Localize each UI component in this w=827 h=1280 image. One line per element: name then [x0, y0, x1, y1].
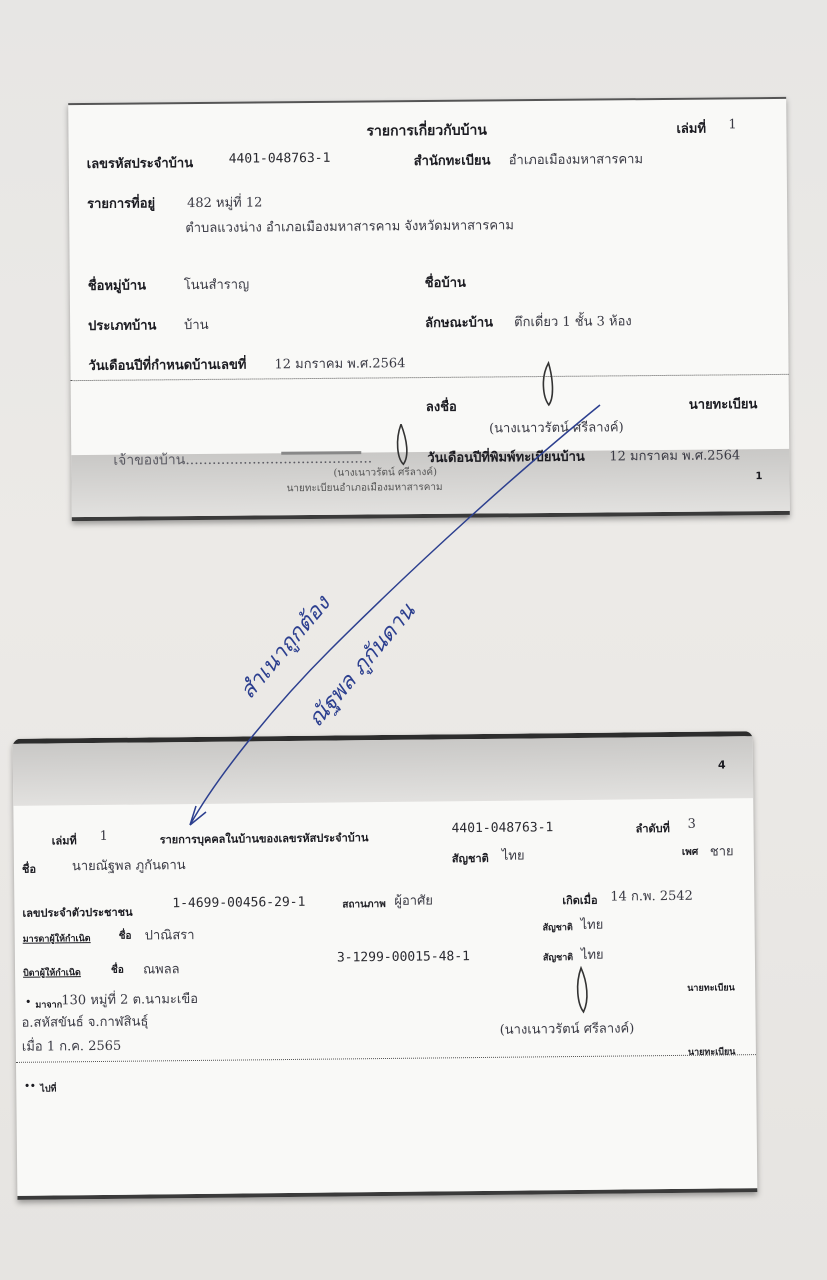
registrar-title: นายทะเบียน: [688, 397, 758, 413]
certification-line1: สำเนาถูกต้อง: [235, 591, 336, 704]
volume-label: เล่มที่: [51, 834, 77, 848]
village-value: โนนสำราญ: [183, 277, 250, 294]
stamp-name: (นางเนาวรัตน์ ศรีลางค์): [333, 466, 438, 479]
house-id-label: เลขรหัสประจำบ้าน: [86, 156, 194, 172]
status-value: ผู้อาศัย: [394, 893, 433, 909]
moved-to-label: ไปที่: [40, 1084, 57, 1095]
assign-date-value: 12 มกราคม พ.ศ.2564: [274, 356, 406, 373]
citizen-id-label: เลขประจำตัวประชาชน: [22, 905, 133, 920]
father-name: ณพลล: [142, 962, 180, 978]
mother-name: ปาณิสรา: [144, 927, 195, 944]
registrar-office-value: อำเภอเมืองมหาสารคาม: [508, 152, 644, 169]
mother-label: มารดาผู้ให้กำเนิด: [22, 934, 91, 945]
birth-value: 14 ก.พ. 2542: [610, 888, 693, 905]
moved-to-marker: ••: [24, 1081, 36, 1092]
registrar-name: (นางเนาวรัตน์ ศรีลางค์): [499, 1021, 635, 1038]
registrar-name: (นางเนาวรัตน์ ศรีลางค์): [488, 420, 624, 437]
name-label: ชื่อ: [21, 862, 37, 876]
house-name-label: ชื่อบ้าน: [424, 275, 466, 292]
house-type-label: ประเภทบ้าน: [88, 318, 157, 334]
moved-from-line3: เมื่อ 1 ก.ค. 2565: [21, 1038, 122, 1055]
nationality-value: ไทย: [501, 848, 525, 864]
print-date-label: วันเดือนปีที่พิมพ์ทะเบียนบ้าน: [427, 449, 585, 467]
moved-from-label: มาจาก: [35, 1000, 63, 1011]
father-label: บิดาผู้ให้กำเนิด: [23, 968, 81, 979]
moved-from-line1: 130 หมู่ที่ 2 ต.นามะเขือ: [61, 991, 199, 1009]
order-value: 3: [687, 816, 696, 832]
page-number: 1: [755, 471, 763, 483]
father-id: 3-1299-00015-48-1: [336, 949, 471, 966]
order-label: ลำดับที่: [635, 822, 670, 836]
sign-label: ลงชื่อ: [425, 399, 457, 416]
address-line1: 482 หมู่ที่ 12: [187, 195, 263, 212]
house-id-value: 4401-048763-1: [228, 150, 331, 167]
birth-label: เกิดเมื่อ: [562, 893, 598, 908]
owner-signature-line: เจ้าของบ้าน..........................................: [113, 450, 373, 469]
status-label: สถานภาพ: [342, 898, 386, 911]
house-style-label: ลักษณะบ้าน: [425, 315, 494, 332]
address-line2: ตำบลแวงน่าง อำเภอเมืองมหาสารคาม จังหวัดมหาสารคาม: [185, 218, 514, 237]
sex-value: ชาย: [709, 844, 734, 860]
house-type-value: บ้าน: [184, 317, 209, 334]
mother-given-name-label: ชื่อ: [118, 930, 132, 942]
volume-value: 1: [99, 828, 108, 844]
moved-from-marker: •: [25, 997, 32, 1008]
print-date-value: 12 มกราคม พ.ศ.2564: [609, 448, 741, 465]
registrar-title-2: นายทะเบียน: [687, 1047, 736, 1058]
card-title: รายการเกี่ยวกับบ้าน: [366, 122, 487, 140]
father-given-name-label: ชื่อ: [110, 964, 124, 976]
volume-value: 1: [728, 117, 737, 133]
sex-label: เพศ: [681, 846, 699, 858]
house-style-value: ตึกเดี่ยว 1 ชั้น 3 ห้อง: [514, 314, 632, 331]
address-label: รายการที่อยู่: [87, 196, 156, 212]
citizen-id-value: 1-4699-00456-29-1: [172, 894, 306, 912]
stamp-office: นายทะเบียนอำเภอเมืองมหาสารคาม: [286, 481, 443, 495]
nationality-label: สัญชาติ: [451, 851, 489, 866]
registrar-office-label: สำนักทะเบียน: [413, 153, 491, 170]
mother-nationality-label: สัญชาติ: [542, 923, 573, 934]
moved-from-line2: อ.สหัสขันธ์ จ.กาฬสินธุ์: [21, 1014, 149, 1031]
father-nationality-value: ไทย: [580, 947, 604, 963]
page-number: 4: [717, 758, 726, 772]
assign-date-label: วันเดือนปีที่กำหนดบ้านเลขที่: [88, 357, 247, 374]
father-nationality-label: สัญชาติ: [542, 953, 574, 964]
village-label: ชื่อหมู่บ้าน: [87, 278, 147, 294]
volume-label: เล่มที่: [676, 121, 707, 137]
name-value: นายณัฐพล ภูกันดาน: [71, 858, 186, 875]
registrar-title: นายทะเบียน: [687, 983, 735, 994]
certification-line2: ณัฐพล ภูกันดาน: [303, 599, 421, 732]
mother-nationality-value: ไทย: [580, 917, 604, 933]
house-id-value: 4401-048763-1: [451, 820, 554, 837]
person-list-label: รายการบุคคลในบ้านของเลขรหัสประจำบ้าน: [159, 831, 369, 847]
